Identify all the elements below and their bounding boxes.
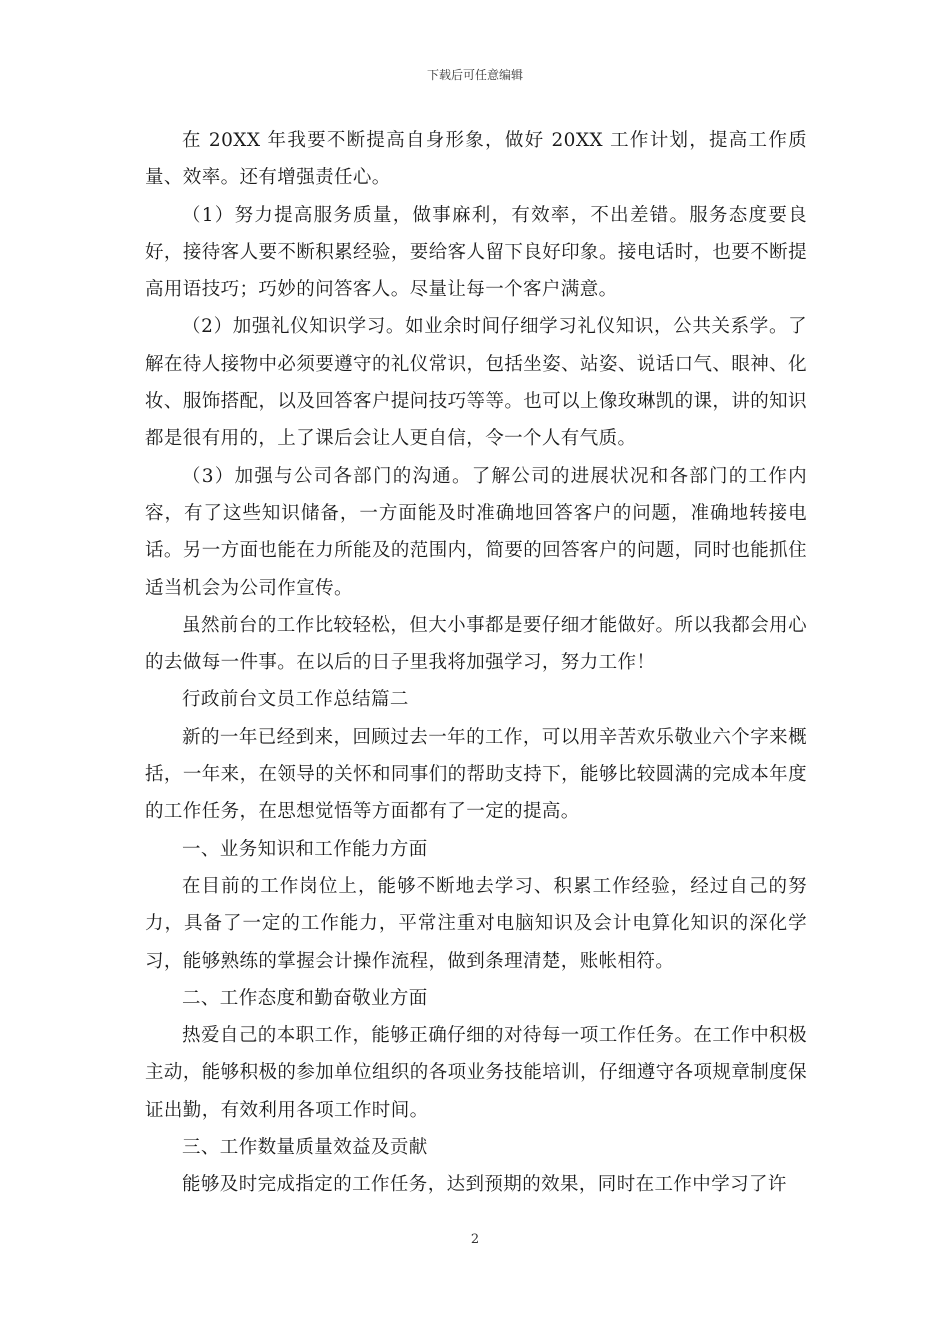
page-number: 2 [470, 1232, 480, 1247]
heading-work-quantity-quality: 三、工作数量质量效益及贡献 [182, 1137, 428, 1159]
paragraph-communication: （3）加强与公司各部门的沟通。了解公司的进展状况和各部门的工作内容，有了这些知识储备，一方面能及时准确地回答客户的问题，准确地转接电话。另一方面也能在力所能及的范围内，简要的回答客户的问题，同时也能抓住适当机会为公司作宣传。 [145, 465, 807, 599]
heading-work-attitude: 二、工作态度和勤奋敬业方面 [182, 987, 428, 1009]
paragraph-etiquette: （2）加强礼仪知识学习。如业余时间仔细学习礼仪知识，公共关系学。了解在待人接物中必须要遵守的礼仪常识，包括坐姿、站姿、说话口气、眼神、化妆、服饰搭配，以及回答客户提问技巧等等。也可以上像玫琳凯的课，讲的知识都是很有用的，上了课后会让人更自信，令一个人有气质。 [145, 316, 807, 450]
section-title-part-two: 行政前台文员工作总结篇二 [182, 689, 409, 711]
paragraph-knowledge-ability: 在目前的工作岗位上，能够不断地去学习、积累工作经验，经过自己的努力，具备了一定的工作能力，平常注重对电脑知识及会计电算化知识的深化学习，能够熟练的掌握会计操作流程，做到条理清楚，账帐相符。 [145, 875, 807, 972]
paragraph-plan-intro: 在 20XX 年我要不断提高自身形象，做好 20XX 工作计划，提高工作质量、效率。还有增强责任心。 [145, 130, 807, 189]
heading-knowledge-ability: 一、业务知识和工作能力方面 [182, 838, 428, 860]
paragraph-new-year-intro: 新的一年已经到来，回顾过去一年的工作，可以用辛苦欢乐敬业六个字来概括，一年来，在领导的关怀和同事们的帮助支持下，能够比较圆满的完成本年度的工作任务，在思想觉悟等方面都有了一定的提高。 [145, 726, 807, 823]
paragraph-work-quantity-quality: 能够及时完成指定的工作任务，达到预期的效果，同时在工作中学习了许 [182, 1174, 787, 1196]
page-header: 下载后可任意编辑 [426, 68, 523, 82]
paragraph-work-attitude: 热爱自己的本职工作，能够正确仔细的对待每一项工作任务。在工作中积极主动，能够积极的参加单位组织的各项业务技能培训，仔细遵守各项规章制度保证出勤，有效利用各项工作时间。 [145, 1025, 807, 1121]
paragraph-conclusion: 虽然前台的工作比较轻松，但大小事都是要仔细才能做好。所以我都会用心的去做每一件事。在以后的日子里我将加强学习，努力工作！ [145, 614, 807, 674]
document-body [145, 122, 807, 1204]
paragraph-service-quality: （1）努力提高服务质量，做事麻利，有效率，不出差错。服务态度要良好，接待客人要不断积累经验，要给客人留下良好印象。接电话时，也要不断提高用语技巧；巧妙的问答客人。尽量让每一个客户满意。 [145, 204, 807, 301]
